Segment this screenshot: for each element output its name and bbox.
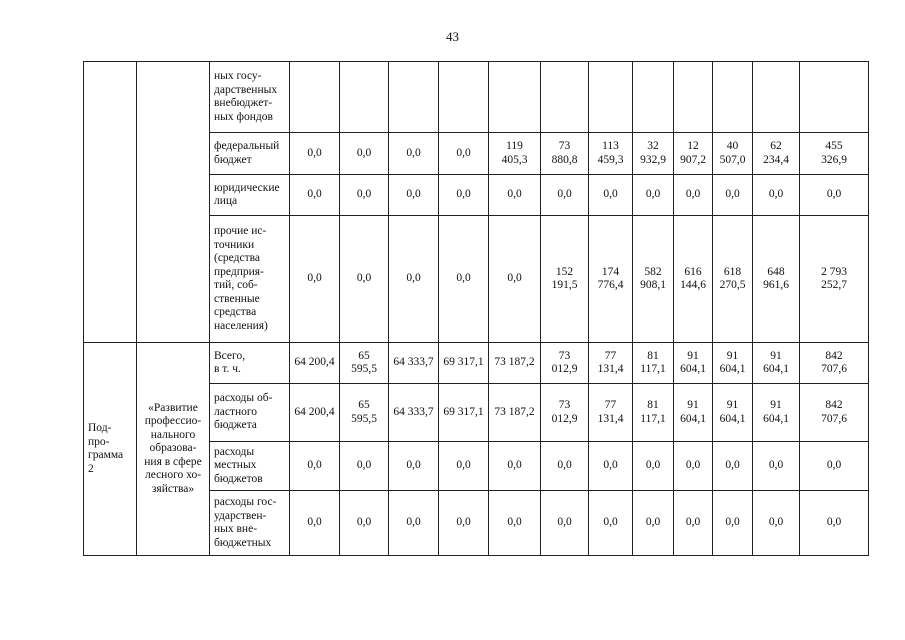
value-cell-text: 0,0 [603,188,618,201]
value-cell [439,62,489,133]
value-cell [753,491,800,556]
value-cell-text: 0,0 [356,272,372,285]
value-cell [674,133,713,175]
value-cell-text: 0,0 [725,459,740,472]
value-cell [633,175,674,216]
value-cell-text: 81 117,1 [640,349,666,375]
value-cell [340,384,389,442]
value-cell-text: 0,0 [645,188,661,201]
value-cell [633,384,674,442]
value-cell [439,442,489,491]
value-cell [389,216,439,343]
value-cell [713,491,753,556]
funding-source-cell [210,491,290,556]
value-cell [753,62,800,133]
value-cell [713,175,753,216]
value-cell [389,491,439,556]
value-cell-text: 91 604,1 [763,399,789,425]
value-cell [753,343,800,384]
value-cell [674,175,713,216]
value-cell [713,343,753,384]
value-cell-text: 0,0 [456,459,471,472]
value-cell [541,62,589,133]
value-cell-text: 0,0 [406,188,421,201]
funding-source-cell-text: ных госу- дарственных внебюджет- ных фондов [214,70,278,123]
value-cell-text: 0,0 [685,188,701,201]
value-cell [633,442,674,491]
value-cell [589,442,633,491]
value-cell-text: 0,0 [826,516,842,529]
table-row [84,62,869,133]
value-cell [589,343,633,384]
value-cell-text: 0,0 [356,516,372,529]
value-cell [489,442,541,491]
value-cell [290,133,340,175]
value-cell [439,133,489,175]
value-cell [340,175,389,216]
value-cell [290,216,340,343]
value-cell-text: 0,0 [725,516,740,529]
value-cell-text: 0,0 [307,272,322,285]
value-cell-text: 119 405,3 [501,140,528,166]
value-cell [541,133,589,175]
value-cell [290,175,340,216]
funding-source-cell-text: расходы гос- ударствен- ных вне- бюджетных [214,496,277,549]
value-cell [290,384,340,442]
value-cell [489,62,541,133]
value-cell [489,384,541,442]
subprogram-label-cell-text: Под- про- грамма 2 [88,422,124,475]
value-cell [389,175,439,216]
value-cell-text: 0,0 [826,188,842,201]
value-cell [541,216,589,343]
subprogram-label-cell [84,343,137,556]
value-cell [800,491,869,556]
empty-cell-program [84,62,137,343]
value-cell-text: 618 270,5 [719,265,746,291]
page-number: 43 [446,29,459,44]
value-cell-text: 2 793 252,7 [821,265,847,291]
value-cell-text: 0,0 [507,188,522,201]
value-cell-text: 73 187,2 [494,356,535,369]
value-cell-text: 0,0 [356,459,372,472]
funding-source-cell [210,62,290,133]
value-cell-text: 69 317,1 [443,405,484,418]
value-cell [290,491,340,556]
value-cell-text: 152 191,5 [551,265,578,291]
value-cell [633,62,674,133]
value-cell [489,491,541,556]
value-cell-text: 64 333,7 [393,356,434,369]
value-cell-text: 0,0 [406,459,421,472]
value-cell [753,442,800,491]
value-cell-text: 0,0 [406,146,421,159]
value-cell-text: 0,0 [307,459,322,472]
value-cell-text: 648 961,6 [763,265,789,291]
value-cell [674,62,713,133]
value-cell [489,175,541,216]
value-cell-text: 32 932,9 [640,140,666,166]
value-cell [589,216,633,343]
value-cell-text: 73 012,9 [551,349,578,375]
value-cell-text: 0,0 [645,459,661,472]
value-cell-text: 842 707,6 [821,399,847,425]
value-cell [340,343,389,384]
value-cell [340,216,389,343]
subprogram-name-cell [137,343,210,556]
value-cell-text: 65 595,5 [351,399,377,425]
value-cell-text: 0,0 [557,459,572,472]
value-cell-text: 91 604,1 [719,349,746,375]
value-cell [290,62,340,133]
funding-source-cell [210,442,290,491]
value-cell-text: 73 012,9 [551,399,578,425]
value-cell [290,343,340,384]
value-cell-text: 0,0 [507,272,522,285]
value-cell [541,491,589,556]
value-cell [800,216,869,343]
budget-table [83,61,869,556]
value-cell [389,442,439,491]
value-cell [589,491,633,556]
value-cell [439,343,489,384]
funding-source-cell [210,343,290,384]
table-section-subprogram [84,343,869,556]
value-cell [800,442,869,491]
value-cell-text: 64 200,4 [294,405,335,418]
value-cell [389,343,439,384]
value-cell-text: 91 604,1 [680,399,706,425]
value-cell-text: 0,0 [645,516,661,529]
value-cell [674,442,713,491]
value-cell-text: 0,0 [768,516,784,529]
value-cell [439,491,489,556]
value-cell [589,133,633,175]
value-cell-text: 174 776,4 [597,265,624,291]
value-cell [589,175,633,216]
value-cell-text: 62 234,4 [763,140,789,166]
value-cell [633,216,674,343]
value-cell-text: 0,0 [406,272,421,285]
value-cell-text: 455 326,9 [821,140,847,166]
value-cell-text: 81 117,1 [640,399,666,425]
value-cell-text: 64 200,4 [294,356,335,369]
funding-source-cell [210,216,290,343]
value-cell-text: 113 459,3 [597,140,624,166]
value-cell [389,384,439,442]
value-cell-text: 0,0 [768,188,784,201]
value-cell-text: 73 187,2 [494,405,535,418]
funding-source-cell-text: расходы об- ластного бюджета [214,392,273,432]
value-cell-text: 0,0 [456,516,471,529]
funding-source-cell [210,175,290,216]
value-cell [753,175,800,216]
value-cell [541,384,589,442]
value-cell-text: 12 907,2 [680,140,706,166]
value-cell-text: 64 333,7 [393,405,434,418]
value-cell [713,216,753,343]
value-cell [633,133,674,175]
value-cell [489,133,541,175]
value-cell-text: 0,0 [685,459,701,472]
value-cell [489,216,541,343]
value-cell-text: 77 131,4 [597,399,624,425]
value-cell [439,175,489,216]
value-cell [633,491,674,556]
value-cell-text: 0,0 [307,516,322,529]
value-cell-text: 0,0 [685,516,701,529]
value-cell [389,133,439,175]
table-row [84,343,869,384]
value-cell-text: 65 595,5 [351,349,377,375]
value-cell [800,62,869,133]
value-cell [541,442,589,491]
value-cell-text: 0,0 [456,146,471,159]
value-cell [633,343,674,384]
value-cell [489,343,541,384]
value-cell-text: 73 880,8 [551,140,578,166]
value-cell [541,343,589,384]
value-cell-text: 0,0 [456,272,471,285]
value-cell [389,62,439,133]
value-cell-text: 0,0 [557,516,572,529]
value-cell-text: 0,0 [603,459,618,472]
funding-source-cell-text: юридические лица [214,181,280,207]
value-cell-text: 0,0 [603,516,618,529]
value-cell [800,343,869,384]
value-cell-text: 77 131,4 [597,349,624,375]
value-cell [713,442,753,491]
value-cell [800,384,869,442]
value-cell [753,216,800,343]
value-cell-text: 91 604,1 [763,349,789,375]
value-cell-text: 91 604,1 [680,349,706,375]
funding-source-cell-text: Всего, в т. ч. [214,349,246,375]
value-cell-text: 0,0 [456,188,471,201]
funding-source-cell [210,384,290,442]
value-cell [439,384,489,442]
value-cell-text: 0,0 [725,188,740,201]
value-cell-text: 0,0 [507,459,522,472]
value-cell [340,442,389,491]
funding-source-cell-text: федеральный бюджет [214,140,280,166]
value-cell-text: 0,0 [557,188,572,201]
value-cell-text: 0,0 [356,188,372,201]
value-cell [674,384,713,442]
value-cell [674,343,713,384]
value-cell-text: 616 144,6 [680,265,706,291]
value-cell [713,384,753,442]
value-cell [753,384,800,442]
value-cell [713,62,753,133]
value-cell-text: 0,0 [768,459,784,472]
table-section-top [84,62,869,343]
funding-source-cell-text: расходы местных бюджетов [214,445,263,485]
value-cell [713,133,753,175]
value-cell-text: 0,0 [307,188,322,201]
value-cell-text: 69 317,1 [443,356,484,369]
funding-source-cell-text: прочие ис- точники (средства предприя- тий, соб- ственные средства населения) [214,225,268,332]
value-cell [290,442,340,491]
value-cell-text: 842 707,6 [821,349,847,375]
funding-source-cell [210,133,290,175]
subprogram-name-cell-text: «Развитие профессио- нального образова- ния в сфере лесного хо- зяйства» [144,401,202,495]
value-cell-text: 40 507,0 [719,140,746,166]
value-cell [439,216,489,343]
value-cell [800,133,869,175]
value-cell [674,216,713,343]
value-cell [589,384,633,442]
value-cell [589,62,633,133]
value-cell-text: 0,0 [826,459,842,472]
value-cell [800,175,869,216]
value-cell-text: 91 604,1 [719,399,746,425]
value-cell-text: 0,0 [507,516,522,529]
value-cell [340,62,389,133]
value-cell-text: 0,0 [356,146,372,159]
value-cell [340,491,389,556]
value-cell [541,175,589,216]
empty-cell-name [137,62,210,343]
value-cell [753,133,800,175]
value-cell-text: 0,0 [406,516,421,529]
value-cell-text: 0,0 [307,146,322,159]
value-cell [340,133,389,175]
value-cell [674,491,713,556]
value-cell-text: 582 908,1 [640,265,666,291]
